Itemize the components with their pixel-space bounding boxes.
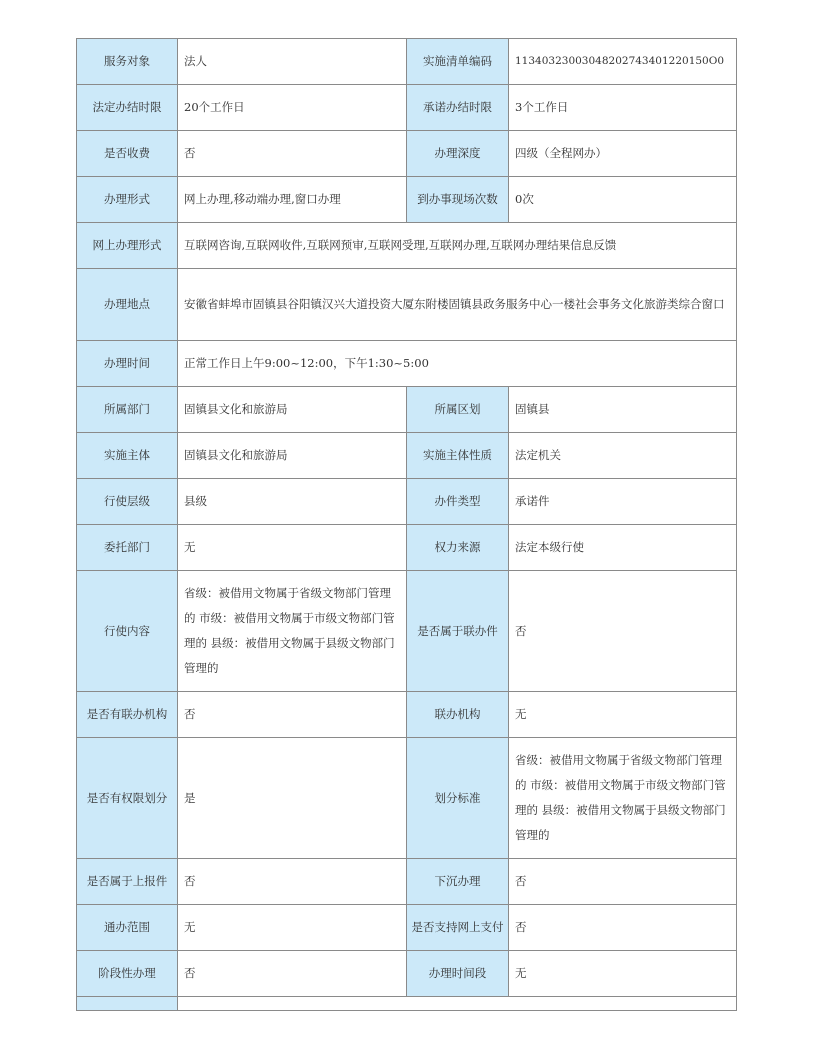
value-promised-time-limit: 3个工作日 (509, 85, 737, 131)
label-body-nature: 实施主体性质 (407, 433, 509, 479)
label-exercise-content: 行使内容 (77, 571, 178, 692)
value-legal-time-limit: 20个工作日 (178, 85, 407, 131)
value-charge: 否 (178, 131, 407, 177)
label-delegated-handling: 下沉办理 (407, 859, 509, 905)
value-implementation-code: 11340323003048202743401220150O0 (509, 39, 737, 85)
table-row (77, 525, 737, 571)
value-location: 安徽省蚌埠市固镇县谷阳镇汉兴大道投资大厦东附楼固镇县政务服务中心一楼社会事务文化旅游类综合窗口 (178, 269, 737, 341)
table-row (77, 433, 737, 479)
value-handling-depth: 四级（全程网办） (509, 131, 737, 177)
table-row (77, 859, 737, 905)
label-legal-time-limit: 法定办结时限 (77, 85, 178, 131)
value-power-source: 法定本级行使 (509, 525, 737, 571)
value-implementing-body: 固镇县文化和旅游局 (178, 433, 407, 479)
value-joint-org: 无 (509, 692, 737, 738)
value-division-standard: 省级：被借用文物属于省级文物部门管理的 市级：被借用文物属于市级文物部门管理的 县级：被借用文物属于县级文物部门管理的 (509, 738, 737, 859)
value-exercise-content: 省级：被借用文物属于省级文物部门管理的 市级：被借用文物属于市级文物部门管理的 县级：被借用文物属于县级文物部门管理的 (178, 571, 407, 692)
value-continued (178, 997, 737, 1011)
value-onsite-visits: 0次 (509, 177, 737, 223)
table-row (77, 738, 737, 859)
value-body-nature: 法定机关 (509, 433, 737, 479)
table-row (77, 85, 737, 131)
value-online-form: 互联网咨询,互联网收件,互联网预审,互联网受理,互联网办理,互联网办理结果信息反馈 (178, 223, 737, 269)
table-row (77, 479, 737, 525)
table-row (77, 269, 737, 341)
table-row (77, 39, 737, 85)
label-has-authority-division: 是否有权限划分 (77, 738, 178, 859)
value-service-target: 法人 (178, 39, 407, 85)
label-department: 所属部门 (77, 387, 178, 433)
label-location: 办理地点 (77, 269, 178, 341)
table-row-continued (77, 997, 737, 1011)
label-handling-form: 办理形式 (77, 177, 178, 223)
label-joint-case: 是否属于联办件 (407, 571, 509, 692)
value-entrusting-dept: 无 (178, 525, 407, 571)
value-online-payment: 否 (509, 905, 737, 951)
value-office-hours: 正常工作日上午9:00~12:00，下午1:30~5:00 (178, 341, 737, 387)
table-row (77, 131, 737, 177)
table-row (77, 223, 737, 269)
label-case-type: 办件类型 (407, 479, 509, 525)
table-row (77, 177, 737, 223)
table-row (77, 341, 737, 387)
label-continued (77, 997, 178, 1011)
label-onsite-visits: 到办事现场次数 (407, 177, 509, 223)
value-handling-period: 无 (509, 951, 737, 997)
label-promised-time-limit: 承诺办结时限 (407, 85, 509, 131)
label-online-form: 网上办理形式 (77, 223, 178, 269)
label-exercise-level: 行使层级 (77, 479, 178, 525)
label-service-target: 服务对象 (77, 39, 178, 85)
value-delegated-handling: 否 (509, 859, 737, 905)
table-row (77, 571, 737, 692)
label-region: 所属区划 (407, 387, 509, 433)
table-row (77, 905, 737, 951)
value-reported-case: 否 (178, 859, 407, 905)
label-office-hours: 办理时间 (77, 341, 178, 387)
label-entrusting-dept: 委托部门 (77, 525, 178, 571)
table-row (77, 387, 737, 433)
label-power-source: 权力来源 (407, 525, 509, 571)
label-joint-org: 联办机构 (407, 692, 509, 738)
value-case-type: 承诺件 (509, 479, 737, 525)
value-general-scope: 无 (178, 905, 407, 951)
value-handling-form: 网上办理,移动端办理,窗口办理 (178, 177, 407, 223)
label-division-standard: 划分标准 (407, 738, 509, 859)
value-phased-handling: 否 (178, 951, 407, 997)
label-has-joint-org: 是否有联办机构 (77, 692, 178, 738)
label-general-scope: 通办范围 (77, 905, 178, 951)
service-info-table (76, 38, 737, 1011)
value-has-joint-org: 否 (178, 692, 407, 738)
label-charge: 是否收费 (77, 131, 178, 177)
label-reported-case: 是否属于上报件 (77, 859, 178, 905)
label-handling-depth: 办理深度 (407, 131, 509, 177)
table-row (77, 692, 737, 738)
value-region: 固镇县 (509, 387, 737, 433)
label-online-payment: 是否支持网上支付 (407, 905, 509, 951)
value-has-authority-division: 是 (178, 738, 407, 859)
label-phased-handling: 阶段性办理 (77, 951, 178, 997)
label-implementing-body: 实施主体 (77, 433, 178, 479)
table-row (77, 951, 737, 997)
label-handling-period: 办理时间段 (407, 951, 509, 997)
value-joint-case: 否 (509, 571, 737, 692)
value-department: 固镇县文化和旅游局 (178, 387, 407, 433)
value-exercise-level: 县级 (178, 479, 407, 525)
label-implementation-code: 实施清单编码 (407, 39, 509, 85)
